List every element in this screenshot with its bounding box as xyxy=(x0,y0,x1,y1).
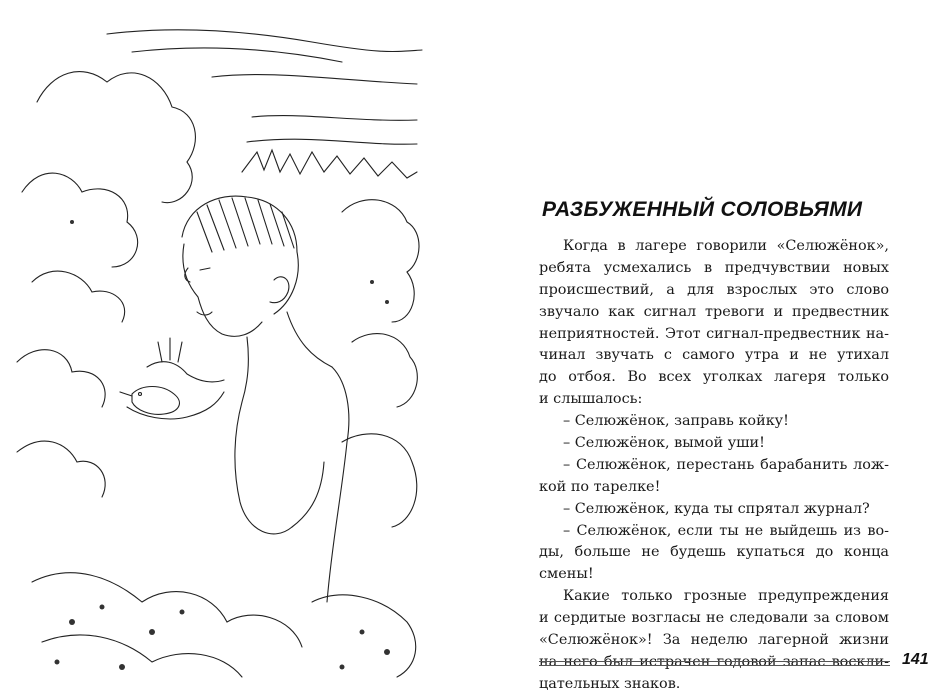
text-line: на него был истрачен годовой запас воскли- xyxy=(539,653,889,670)
text-line: чинал звучать с самого утра и не утихал xyxy=(539,347,889,364)
text-line: – Селюжёнок, куда ты спрятал журнал? xyxy=(563,500,870,517)
page-number: 141 xyxy=(902,651,929,668)
text-line: кой по тарелке! xyxy=(539,478,661,495)
text-line: ды, больше не будешь купаться до конца xyxy=(539,544,889,561)
text-line: и слышалось: xyxy=(539,391,643,408)
text-line: – Селюжёнок, перестань барабанить лож- xyxy=(563,456,889,473)
text-line: Когда в лагере говорили «Селюжёнок», xyxy=(563,238,889,254)
text-line: смены! xyxy=(539,566,594,583)
text-line: ребята усмехались в предчувствии новых xyxy=(539,259,889,276)
text-line: цательных знаков. xyxy=(539,675,681,692)
text-line: – Селюжёнок, вымой уши! xyxy=(563,435,765,452)
illustration-boy-with-bird xyxy=(12,22,430,682)
text-line: Какие только грозные предупреждения xyxy=(563,588,889,605)
text-line: «Селюжёнок»! За неделю лагерной жизни xyxy=(539,632,889,649)
text-line: – Селюжёнок, если ты не выйдешь из во- xyxy=(563,522,889,539)
text-line: до отбоя. Во всех уголках лагеря только xyxy=(539,369,889,386)
footer-rule xyxy=(539,661,890,666)
chapter-title: РАЗБУЖЕННЫЙ СОЛОВЬЯМИ xyxy=(542,198,863,221)
text-line: – Селюжёнок, заправь койку! xyxy=(563,413,789,430)
text-line: происшествий, а для взрослых это слово xyxy=(539,281,889,298)
text-line: звучало как сигнал тревоги и предвестник xyxy=(539,303,889,320)
text-line: неприятностей. Этот сигнал-предвестник на- xyxy=(539,325,889,342)
chapter-body xyxy=(539,236,889,696)
text-line: и сердитые возгласы не следовали за словом xyxy=(539,610,889,627)
